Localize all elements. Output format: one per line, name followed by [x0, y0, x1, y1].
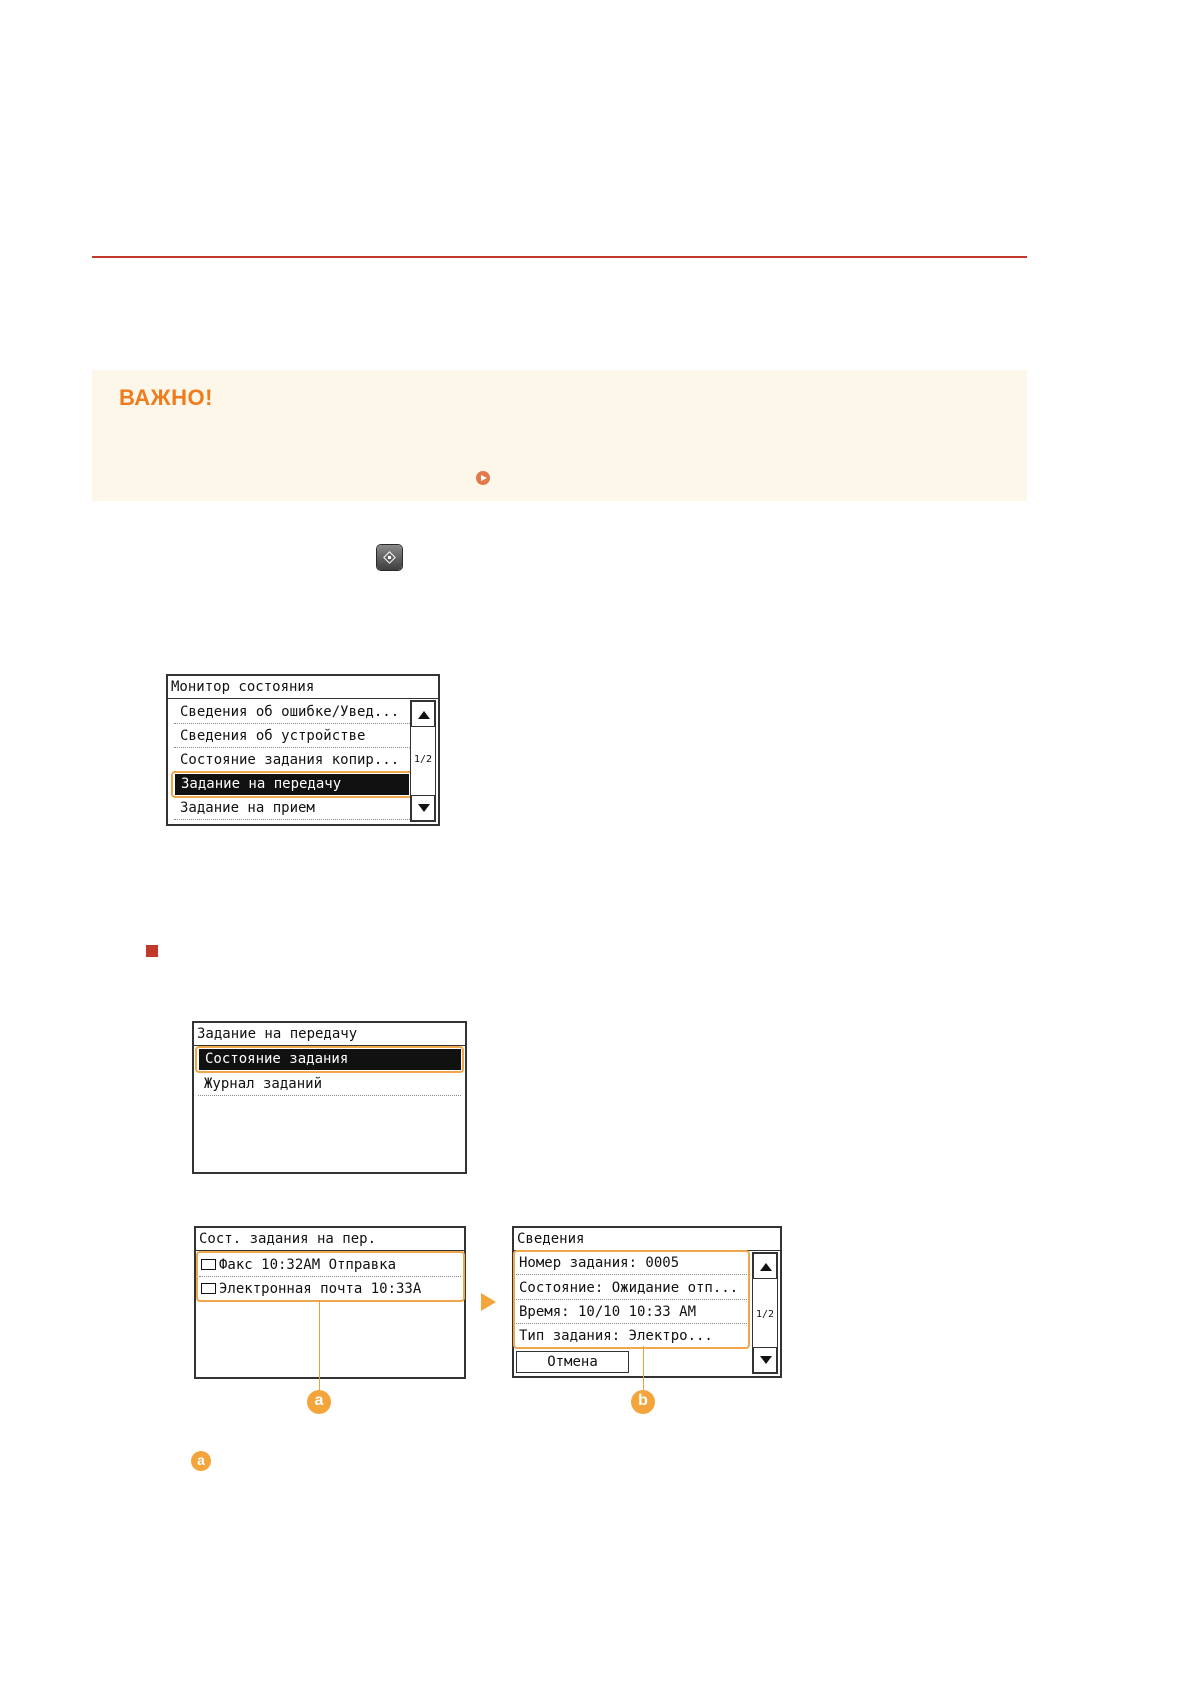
scroll-down-button[interactable]	[753, 1347, 777, 1373]
next-step-arrow-icon	[481, 1293, 496, 1311]
callout-b: b	[631, 1390, 655, 1414]
send-job-screen	[192, 1021, 467, 1174]
detail-time: Время: 10/10 10:33 AM	[516, 1300, 749, 1324]
selection-highlight	[171, 771, 413, 798]
details-highlight	[513, 1250, 750, 1349]
detail-job-number: Номер задания: 0005	[516, 1251, 749, 1275]
selection-highlight	[195, 1046, 464, 1073]
scroll-down-button[interactable]	[411, 795, 435, 821]
important-box	[92, 370, 1027, 501]
link-arrow-icon[interactable]	[476, 471, 490, 485]
detail-status: Состояние: Ожидание отп...	[516, 1276, 749, 1300]
menu-item-receive-job[interactable]: Задание на прием	[174, 796, 410, 820]
screen-title: Монитор состояния	[168, 676, 438, 699]
scrollbar[interactable]	[752, 1252, 778, 1374]
callout-b-line	[643, 1346, 644, 1392]
page-indicator: 1/2	[413, 754, 433, 765]
menu-item-job-log[interactable]: Журнал заданий	[198, 1072, 461, 1096]
job-row-text: Электронная почта 10:33A	[219, 1281, 422, 1297]
job-list-highlight	[196, 1251, 465, 1302]
screen-title: Сведения	[514, 1228, 780, 1251]
scroll-up-button[interactable]	[411, 701, 435, 727]
status-monitor-key-icon	[377, 545, 402, 570]
menu-item-copy-job-status[interactable]: Состояние задания копир...	[174, 748, 410, 772]
detail-job-type: Тип задания: Электро...	[516, 1324, 749, 1348]
scroll-up-button[interactable]	[753, 1253, 777, 1279]
menu-item-device-info[interactable]: Сведения об устройстве	[174, 724, 410, 748]
job-details-screen	[512, 1226, 782, 1378]
send-job-status-screen	[194, 1226, 466, 1379]
section-divider	[92, 256, 1027, 258]
menu-item-send-job[interactable]: Задание на передачу	[175, 774, 409, 795]
scrollbar[interactable]	[410, 700, 436, 822]
page-indicator: 1/2	[755, 1309, 775, 1320]
menu-item-job-status[interactable]: Состояние задания	[199, 1049, 461, 1070]
job-row-text: Факс 10:32AM Отправка	[219, 1257, 397, 1273]
important-title: ВАЖНО!	[119, 385, 213, 410]
screen-title: Задание на передачу	[194, 1023, 465, 1046]
footnote-callout-a: a	[191, 1451, 211, 1471]
callout-a-line	[319, 1300, 320, 1392]
section-bullet	[146, 945, 158, 957]
cancel-button[interactable]: Отмена	[516, 1351, 629, 1373]
callout-a: a	[307, 1390, 331, 1414]
screen-title: Сост. задания на пер.	[196, 1228, 464, 1251]
status-monitor-screen	[166, 674, 440, 826]
menu-item-error-info[interactable]: Сведения об ошибке/Увед...	[174, 700, 410, 724]
